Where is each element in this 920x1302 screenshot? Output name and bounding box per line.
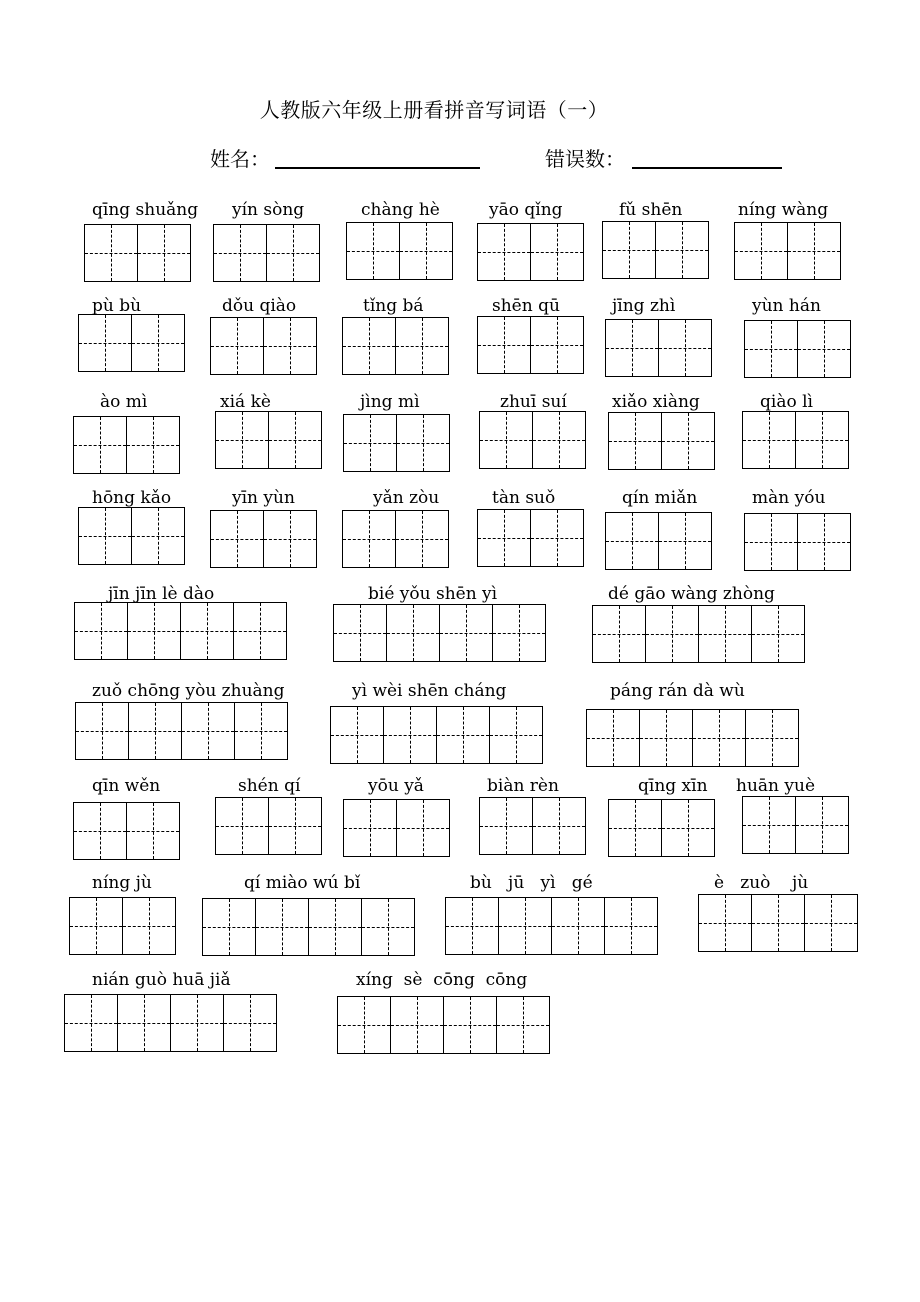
guide-line-horizontal — [391, 1025, 443, 1026]
guide-line-horizontal — [269, 440, 321, 441]
guide-line-horizontal — [127, 445, 179, 446]
guide-line-horizontal — [211, 346, 263, 347]
writing-grid — [479, 411, 586, 469]
writing-grid — [343, 799, 450, 857]
pinyin-label: jīn jīn lè dào — [108, 584, 215, 604]
writing-grid — [605, 319, 712, 377]
guide-line-horizontal — [788, 251, 840, 252]
pinyin-label: tàn suǒ — [492, 488, 556, 508]
writing-cell[interactable] — [131, 507, 185, 565]
pinyin-label: qīng xīn — [638, 776, 708, 796]
guide-line-horizontal — [65, 1023, 117, 1024]
guide-line-horizontal — [74, 445, 126, 446]
writing-cell[interactable] — [263, 510, 317, 568]
writing-grid — [346, 222, 453, 280]
writing-cell[interactable] — [530, 316, 584, 374]
guide-line-horizontal — [76, 731, 128, 732]
pinyin-label: yōu yǎ — [368, 776, 424, 796]
writing-grid — [215, 797, 322, 855]
guide-line-horizontal — [138, 253, 190, 254]
writing-cell[interactable] — [592, 605, 646, 663]
pinyin-label: qiào lì — [760, 392, 813, 412]
guide-line-horizontal — [609, 828, 661, 829]
writing-cell[interactable] — [215, 411, 269, 469]
guide-line-horizontal — [384, 735, 436, 736]
writing-cell[interactable] — [530, 223, 584, 281]
guide-line-horizontal — [334, 633, 386, 634]
pinyin-label: tǐng bá — [363, 296, 424, 316]
guide-line-horizontal — [132, 536, 184, 537]
writing-cell[interactable] — [698, 894, 752, 952]
guide-line-horizontal — [132, 343, 184, 344]
guide-line-horizontal — [531, 345, 583, 346]
guide-line-horizontal — [805, 923, 857, 924]
writing-cell[interactable] — [605, 319, 659, 377]
guide-line-horizontal — [267, 253, 319, 254]
writing-cell[interactable] — [215, 797, 269, 855]
writing-cell[interactable] — [213, 224, 267, 282]
pinyin-label: bié yǒu shēn yì — [368, 584, 498, 604]
guide-line-horizontal — [662, 828, 714, 829]
writing-cell[interactable] — [443, 996, 497, 1054]
writing-cell[interactable] — [126, 802, 180, 860]
writing-cell[interactable] — [645, 605, 699, 663]
writing-grid — [592, 605, 805, 663]
guide-line-horizontal — [735, 251, 787, 252]
guide-line-horizontal — [662, 441, 714, 442]
writing-cell[interactable] — [745, 709, 799, 767]
writing-cell[interactable] — [532, 797, 586, 855]
writing-grid — [477, 223, 584, 281]
pinyin-label: dé gāo wàng zhòng — [608, 584, 775, 604]
guide-line-horizontal — [224, 1023, 276, 1024]
writing-cell[interactable] — [655, 221, 709, 279]
writing-grid — [608, 799, 715, 857]
writing-cell[interactable] — [639, 709, 693, 767]
writing-cell[interactable] — [661, 412, 715, 470]
guide-line-horizontal — [533, 826, 585, 827]
writing-cell[interactable] — [439, 604, 493, 662]
pinyin-label: níng jù — [92, 873, 152, 893]
writing-grid — [78, 314, 185, 372]
writing-grid — [698, 894, 858, 952]
writing-cell[interactable] — [751, 605, 805, 663]
guide-line-horizontal — [128, 631, 180, 632]
writing-cell[interactable] — [797, 320, 851, 378]
pinyin-label: huān yuè — [736, 776, 815, 796]
writing-cell[interactable] — [734, 222, 788, 280]
guide-line-horizontal — [746, 738, 798, 739]
guide-line-horizontal — [118, 1023, 170, 1024]
pinyin-label: màn yóu — [752, 488, 826, 508]
writing-cell[interactable] — [608, 799, 662, 857]
guide-line-horizontal — [309, 927, 361, 928]
writing-cell[interactable] — [797, 513, 851, 571]
writing-cell[interactable] — [170, 994, 224, 1052]
guide-line-horizontal — [493, 633, 545, 634]
guide-line-horizontal — [609, 441, 661, 442]
writing-cell[interactable] — [804, 894, 858, 952]
guide-line-horizontal — [269, 826, 321, 827]
guide-line-horizontal — [752, 634, 804, 635]
writing-cell[interactable] — [128, 702, 182, 760]
writing-cell[interactable] — [787, 222, 841, 280]
writing-grid — [78, 507, 185, 565]
guide-line-horizontal — [656, 250, 708, 251]
guide-line-horizontal — [480, 826, 532, 827]
guide-line-horizontal — [606, 348, 658, 349]
guide-line-horizontal — [181, 631, 233, 632]
guide-line-horizontal — [480, 440, 532, 441]
writing-cell[interactable] — [530, 509, 584, 567]
writing-cell[interactable] — [210, 510, 264, 568]
writing-cell[interactable] — [137, 224, 191, 282]
pinyin-label: xíng sè cōng cōng — [356, 970, 528, 990]
pinyin-label: jìng mì — [360, 392, 420, 412]
writing-grid — [602, 221, 709, 279]
writing-grid — [213, 224, 320, 282]
guide-line-horizontal — [79, 536, 131, 537]
writing-cell[interactable] — [308, 898, 362, 956]
guide-line-horizontal — [606, 541, 658, 542]
pinyin-label: shén qí — [238, 776, 301, 796]
guide-line-horizontal — [743, 440, 795, 441]
guide-line-horizontal — [796, 440, 848, 441]
guide-line-horizontal — [347, 251, 399, 252]
writing-grid — [445, 897, 658, 955]
writing-cell[interactable] — [126, 416, 180, 474]
writing-cell[interactable] — [263, 317, 317, 375]
writing-grid — [342, 317, 449, 375]
writing-cell[interactable] — [361, 898, 415, 956]
writing-cell[interactable] — [69, 897, 123, 955]
pinyin-label: bù jū yì gé — [470, 873, 593, 893]
writing-cell[interactable] — [343, 414, 397, 472]
writing-cell[interactable] — [390, 996, 444, 1054]
guide-line-horizontal — [533, 440, 585, 441]
writing-grid — [330, 706, 543, 764]
writing-grid — [734, 222, 841, 280]
guide-line-horizontal — [214, 253, 266, 254]
guide-line-horizontal — [497, 1025, 549, 1026]
pinyin-label: zuǒ chōng yòu zhuàng — [92, 681, 285, 701]
guide-line-horizontal — [182, 731, 234, 732]
guide-line-horizontal — [74, 831, 126, 832]
guide-line-horizontal — [129, 731, 181, 732]
guide-line-horizontal — [123, 926, 175, 927]
writing-cell[interactable] — [396, 799, 450, 857]
guide-line-horizontal — [798, 542, 850, 543]
guide-line-horizontal — [605, 926, 657, 927]
pinyin-label: fǔ shēn — [619, 200, 683, 220]
pinyin-label: è zuò jù — [714, 873, 809, 893]
guide-line-horizontal — [659, 348, 711, 349]
guide-line-horizontal — [699, 923, 751, 924]
writing-cell[interactable] — [333, 604, 387, 662]
writing-grid — [337, 996, 550, 1054]
writing-cell[interactable] — [399, 222, 453, 280]
guide-line-horizontal — [396, 539, 448, 540]
pinyin-label: yǎn zòu — [373, 488, 440, 508]
pinyin-label: yín sòng — [232, 200, 305, 220]
pinyin-label: chàng hè — [361, 200, 440, 220]
writing-grid — [477, 509, 584, 567]
writing-cell[interactable] — [795, 411, 849, 469]
guide-line-horizontal — [344, 443, 396, 444]
writing-cell[interactable] — [223, 994, 277, 1052]
writing-cell[interactable] — [342, 510, 396, 568]
guide-line-horizontal — [440, 633, 492, 634]
writing-cell[interactable] — [386, 604, 440, 662]
pinyin-label: yùn hán — [752, 296, 821, 316]
guide-line-horizontal — [745, 542, 797, 543]
guide-line-horizontal — [659, 541, 711, 542]
writing-cell[interactable] — [658, 319, 712, 377]
writing-cell[interactable] — [532, 411, 586, 469]
errors-blank[interactable] — [632, 167, 782, 169]
writing-cell[interactable] — [479, 411, 533, 469]
guide-line-horizontal — [344, 828, 396, 829]
guide-line-horizontal — [400, 251, 452, 252]
writing-cell[interactable] — [496, 996, 550, 1054]
guide-line-horizontal — [531, 538, 583, 539]
writing-cell[interactable] — [436, 706, 490, 764]
writing-grid — [744, 320, 851, 378]
pinyin-label: yì wèi shēn cháng — [352, 681, 507, 701]
guide-line-horizontal — [70, 926, 122, 927]
writing-cell[interactable] — [342, 317, 396, 375]
writing-cell[interactable] — [551, 897, 605, 955]
writing-grid — [342, 510, 449, 568]
writing-cell[interactable] — [180, 602, 234, 660]
guide-line-horizontal — [331, 735, 383, 736]
writing-cell[interactable] — [383, 706, 437, 764]
writing-cell[interactable] — [498, 897, 552, 955]
errors-label: 错误数： — [545, 147, 625, 171]
guide-line-horizontal — [478, 538, 530, 539]
writing-cell[interactable] — [479, 797, 533, 855]
writing-cell[interactable] — [117, 994, 171, 1052]
pinyin-label: zhuī suí — [500, 392, 567, 412]
writing-cell[interactable] — [233, 602, 287, 660]
guide-line-horizontal — [264, 346, 316, 347]
pinyin-label: jīng zhì — [612, 296, 676, 316]
writing-grid — [343, 414, 450, 472]
guide-line-horizontal — [264, 539, 316, 540]
pinyin-label: yīn yùn — [232, 488, 295, 508]
writing-cell[interactable] — [74, 602, 128, 660]
writing-cell[interactable] — [698, 605, 752, 663]
pinyin-label: shēn qū — [492, 296, 560, 316]
writing-cell[interactable] — [131, 314, 185, 372]
writing-cell[interactable] — [127, 602, 181, 660]
guide-line-horizontal — [603, 250, 655, 251]
pinyin-label: pù bù — [92, 296, 142, 316]
writing-cell[interactable] — [266, 224, 320, 282]
writing-cell[interactable] — [604, 897, 658, 955]
pinyin-label: xiǎo xiàng — [612, 392, 700, 412]
guide-line-horizontal — [640, 738, 692, 739]
writing-grid — [742, 411, 849, 469]
guide-line-horizontal — [745, 349, 797, 350]
writing-cell[interactable] — [255, 898, 309, 956]
guide-line-horizontal — [752, 923, 804, 924]
writing-grid — [477, 316, 584, 374]
writing-grid — [84, 224, 191, 282]
writing-grid — [202, 898, 415, 956]
writing-grid — [605, 512, 712, 570]
guide-line-horizontal — [531, 252, 583, 253]
writing-cell[interactable] — [477, 223, 531, 281]
guide-line-horizontal — [79, 343, 131, 344]
guide-line-horizontal — [216, 440, 268, 441]
guide-line-horizontal — [437, 735, 489, 736]
writing-cell[interactable] — [337, 996, 391, 1054]
writing-cell[interactable] — [234, 702, 288, 760]
pinyin-label: biàn rèn — [487, 776, 559, 796]
guide-line-horizontal — [593, 634, 645, 635]
writing-cell[interactable] — [795, 796, 849, 854]
writing-cell[interactable] — [75, 702, 129, 760]
guide-line-horizontal — [343, 539, 395, 540]
writing-grid — [479, 797, 586, 855]
writing-cell[interactable] — [210, 317, 264, 375]
pinyin-label: yāo qǐng — [489, 200, 563, 220]
writing-cell[interactable] — [608, 412, 662, 470]
writing-grid — [69, 897, 176, 955]
writing-cell[interactable] — [122, 897, 176, 955]
writing-cell[interactable] — [73, 802, 127, 860]
writing-cell[interactable] — [605, 512, 659, 570]
guide-line-horizontal — [552, 926, 604, 927]
writing-cell[interactable] — [343, 799, 397, 857]
writing-cell[interactable] — [477, 509, 531, 567]
pinyin-label: níng wàng — [738, 200, 829, 220]
guide-line-horizontal — [362, 927, 414, 928]
writing-cell[interactable] — [64, 994, 118, 1052]
writing-grid — [333, 604, 546, 662]
pinyin-label: qí miào wú bǐ — [244, 873, 361, 893]
writing-cell[interactable] — [395, 317, 449, 375]
writing-cell[interactable] — [73, 416, 127, 474]
writing-grid — [74, 602, 287, 660]
guide-line-horizontal — [646, 634, 698, 635]
writing-cell[interactable] — [445, 897, 499, 955]
guide-line-horizontal — [211, 539, 263, 540]
page-title: 人教版六年级上册看拼音写词语（一） — [259, 98, 609, 122]
pinyin-label: nián guò huā jiǎ — [92, 970, 231, 990]
guide-line-horizontal — [796, 825, 848, 826]
guide-line-horizontal — [234, 631, 286, 632]
guide-line-horizontal — [587, 738, 639, 739]
writing-cell[interactable] — [742, 796, 796, 854]
writing-cell[interactable] — [692, 709, 746, 767]
guide-line-horizontal — [387, 633, 439, 634]
pinyin-label: qín miǎn — [622, 488, 698, 508]
writing-cell[interactable] — [661, 799, 715, 857]
writing-grid — [215, 411, 322, 469]
guide-line-horizontal — [478, 252, 530, 253]
writing-cell[interactable] — [181, 702, 235, 760]
pinyin-label: hōng kǎo — [92, 488, 172, 508]
writing-grid — [744, 513, 851, 571]
guide-line-horizontal — [397, 443, 449, 444]
guide-line-horizontal — [478, 345, 530, 346]
guide-line-horizontal — [699, 634, 751, 635]
writing-grid — [742, 796, 849, 854]
guide-line-horizontal — [743, 825, 795, 826]
guide-line-horizontal — [444, 1025, 496, 1026]
guide-line-horizontal — [127, 831, 179, 832]
writing-grid — [210, 317, 317, 375]
guide-line-horizontal — [343, 346, 395, 347]
writing-cell[interactable] — [268, 411, 322, 469]
writing-cell[interactable] — [202, 898, 256, 956]
guide-line-horizontal — [499, 926, 551, 927]
pinyin-label: ào mì — [100, 392, 148, 412]
writing-grid — [608, 412, 715, 470]
guide-line-horizontal — [693, 738, 745, 739]
writing-cell[interactable] — [84, 224, 138, 282]
guide-line-horizontal — [446, 926, 498, 927]
writing-cell[interactable] — [395, 510, 449, 568]
guide-line-horizontal — [203, 927, 255, 928]
name-blank[interactable] — [275, 167, 480, 169]
writing-cell[interactable] — [330, 706, 384, 764]
guide-line-horizontal — [171, 1023, 223, 1024]
name-label: 姓名： — [210, 147, 270, 171]
writing-cell[interactable] — [477, 316, 531, 374]
writing-cell[interactable] — [78, 507, 132, 565]
writing-cell[interactable] — [489, 706, 543, 764]
pinyin-label: páng rán dà wù — [610, 681, 745, 701]
writing-grid — [73, 802, 180, 860]
writing-cell[interactable] — [268, 797, 322, 855]
writing-cell[interactable] — [744, 320, 798, 378]
writing-cell[interactable] — [658, 512, 712, 570]
writing-cell[interactable] — [744, 513, 798, 571]
guide-line-horizontal — [216, 826, 268, 827]
guide-line-horizontal — [75, 631, 127, 632]
writing-grid — [210, 510, 317, 568]
writing-grid — [73, 416, 180, 474]
guide-line-horizontal — [85, 253, 137, 254]
writing-cell[interactable] — [602, 221, 656, 279]
writing-grid — [64, 994, 277, 1052]
pinyin-label: qīn wěn — [92, 776, 161, 796]
writing-grid — [75, 702, 288, 760]
writing-cell[interactable] — [742, 411, 796, 469]
pinyin-label: qīng shuǎng — [92, 200, 199, 220]
writing-cell[interactable] — [492, 604, 546, 662]
writing-cell[interactable] — [751, 894, 805, 952]
guide-line-horizontal — [490, 735, 542, 736]
guide-line-horizontal — [338, 1025, 390, 1026]
guide-line-horizontal — [396, 346, 448, 347]
writing-grid — [586, 709, 799, 767]
writing-cell[interactable] — [396, 414, 450, 472]
writing-cell[interactable] — [78, 314, 132, 372]
writing-cell[interactable] — [346, 222, 400, 280]
guide-line-horizontal — [256, 927, 308, 928]
guide-line-horizontal — [235, 731, 287, 732]
guide-line-horizontal — [798, 349, 850, 350]
pinyin-label: xiá kè — [220, 392, 271, 412]
writing-cell[interactable] — [586, 709, 640, 767]
guide-line-horizontal — [397, 828, 449, 829]
pinyin-label: dǒu qiào — [222, 296, 297, 316]
